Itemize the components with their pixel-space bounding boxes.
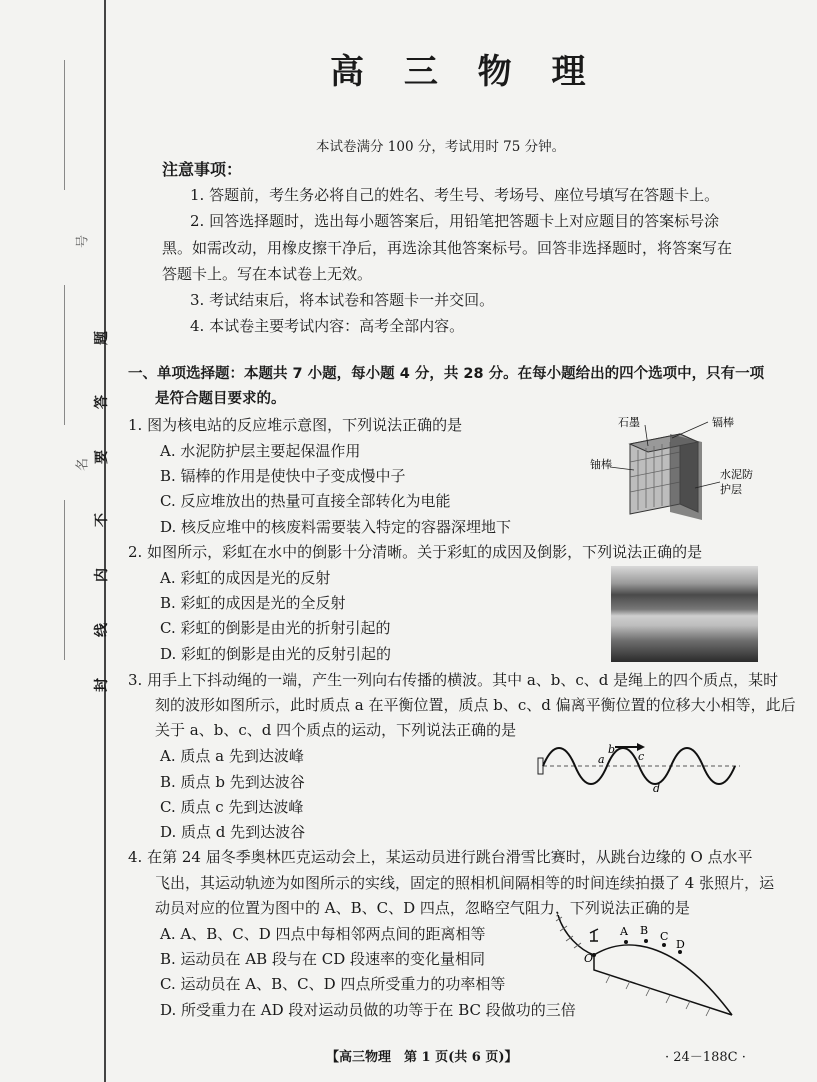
binding-char: 不	[94, 513, 110, 527]
question-2-option-d: D. 彩虹的倒影是由光的反射引起的	[160, 645, 392, 663]
wave-diagram	[535, 738, 745, 798]
notice-3: 3. 考试结束后，将本试卷和答题卡一并交回。	[190, 291, 495, 309]
question-4-stem-1: 4. 在第 24 届冬季奥林匹克运动会上，某运动员进行跳台滑雪比赛时，从跳台边缘的 O 点水平	[128, 848, 753, 866]
binding-dash	[64, 500, 65, 660]
notice-4: 4. 本试卷主要考试内容：高考全部内容。	[190, 317, 465, 335]
reactor-diagram	[590, 412, 760, 537]
question-1-option-b: B. 镉棒的作用是使快中子变成慢中子	[160, 467, 406, 485]
binding-char: 要	[94, 450, 110, 464]
section-heading: 一、单项选择题：本题共 7 小题，每小题 4 分，共 28 分。在每小题给出的四个选项中，只有一项	[128, 366, 765, 382]
label-B: B	[640, 924, 649, 937]
label-graphite: 石墨	[618, 416, 640, 429]
binding-char: 线	[94, 623, 110, 637]
label-a: a	[598, 753, 605, 766]
question-4-stem-3: 动员对应的位置为图中的 A、B、C、D 四点，忽略空气阻力，下列说法正确的是	[155, 899, 690, 917]
binding-char: 题	[94, 331, 110, 345]
binding-line	[104, 0, 106, 1082]
binding-dash	[64, 60, 65, 190]
question-4-option-d: D. 所受重力在 AD 段对运动员做的功等于在 BC 段做功的三倍	[160, 1001, 576, 1019]
notice-heading: 注意事项：	[162, 160, 243, 179]
question-1-option-d: D. 核反应堆中的核废料需要装入特定的容器深埋地下	[160, 518, 512, 536]
binding-label-number: 号	[75, 235, 91, 249]
question-4-stem-2: 飞出，其运动轨迹为如图所示的实线，固定的照相机间隔相等的时间连续拍摄了 4 张照片，运	[155, 874, 775, 892]
question-2-option-c: C. 彩虹的倒影是由光的折射引起的	[160, 619, 391, 637]
question-3-option-a: A. 质点 a 先到达波峰	[160, 747, 304, 765]
question-3-stem-2: 刻的波形如图所示，此时质点 a 在平衡位置，质点 b、c、d 偏离平衡位置的位移大小相等，此后	[155, 696, 796, 714]
label-cement-2: 护层	[720, 483, 742, 496]
question-2-stem: 2. 如图所示，彩虹在水中的倒影十分清晰。关于彩虹的成因及倒影，下列说法正确的是	[128, 543, 703, 561]
question-1-option-c: C. 反应堆放出的热量可直接全部转化为电能	[160, 492, 451, 510]
binding-char: 内	[94, 568, 110, 582]
binding-label-name: 名	[75, 458, 91, 472]
label-cement-1: 水泥防	[720, 468, 753, 481]
rainbow-reflection-photo	[611, 566, 758, 662]
wave-figure	[535, 738, 745, 798]
question-4-option-c: C. 运动员在 A、B、C、D 四点所受重力的功率相等	[160, 975, 506, 993]
question-3-stem-3: 关于 a、b、c、d 四个质点的运动，下列说法正确的是	[155, 721, 517, 739]
question-1-stem: 1. 图为核电站的反应堆示意图，下列说法正确的是	[128, 416, 463, 434]
label-c: c	[638, 750, 645, 763]
question-3-option-b: B. 质点 b 先到达波谷	[160, 773, 305, 791]
reactor-figure	[590, 412, 760, 537]
question-2-option-b: B. 彩虹的成因是光的全反射	[160, 594, 346, 612]
question-3-option-c: C. 质点 c 先到达波峰	[160, 798, 304, 816]
label-A: A	[620, 925, 628, 938]
question-3-stem-1: 3. 用手上下抖动绳的一端，产生一列向右传播的横波。其中 a、b、c、d 是绳上的四个质点，某时	[128, 671, 779, 689]
label-uranium-rod: 铀棒	[590, 458, 612, 471]
binding-char: 封	[94, 678, 110, 692]
question-3-option-d: D. 质点 d 先到达波谷	[160, 823, 306, 841]
question-4-option-b: B. 运动员在 AB 段与在 CD 段速率的变化量相同	[160, 950, 485, 968]
notice-1: 1. 答题前，考生务必将自己的姓名、考生号、考场号、座位号填写在答题卡上。	[190, 186, 720, 204]
label-d: d	[653, 782, 661, 795]
label-C: C	[660, 930, 669, 943]
exam-intro: 本试卷满分 100 分，考试用时 75 分钟。	[316, 139, 566, 155]
binding-dash	[64, 285, 65, 425]
label-b: b	[608, 743, 616, 756]
notice-2-cont: 答题卡上。写在本试卷上无效。	[162, 265, 373, 283]
ski-jump-figure	[550, 915, 750, 1025]
binding-margin	[8, 0, 108, 1082]
section-heading-cont: 是符合题目要求的。	[155, 391, 286, 407]
page-title: 高 三 物 理	[330, 52, 600, 92]
label-cadmium-rod: 镉棒	[712, 416, 734, 429]
label-D: D	[676, 938, 685, 951]
question-4-option-a: A. A、B、C、D 四点中每相邻两点间的距离相等	[160, 925, 486, 943]
page-footer: 【高三物理 第 1 页(共 6 页)】	[326, 1050, 518, 1065]
question-2-option-a: A. 彩虹的成因是光的反射	[160, 569, 331, 587]
ski-jump-diagram	[550, 915, 750, 1025]
binding-char: 答	[94, 395, 110, 409]
notice-2-cont: 黑。如需改动，用橡皮擦干净后，再选涂其他答案标号。回答非选择题时，将答案写在	[162, 239, 733, 257]
label-O: O	[584, 952, 594, 965]
notice-2: 2. 回答选择题时，选出每小题答案后，用铅笔把答题卡上对应题目的答案标号涂	[190, 212, 720, 230]
page-code: · 24－188C ·	[665, 1050, 746, 1065]
question-1-option-a: A. 水泥防护层主要起保温作用	[160, 442, 361, 460]
